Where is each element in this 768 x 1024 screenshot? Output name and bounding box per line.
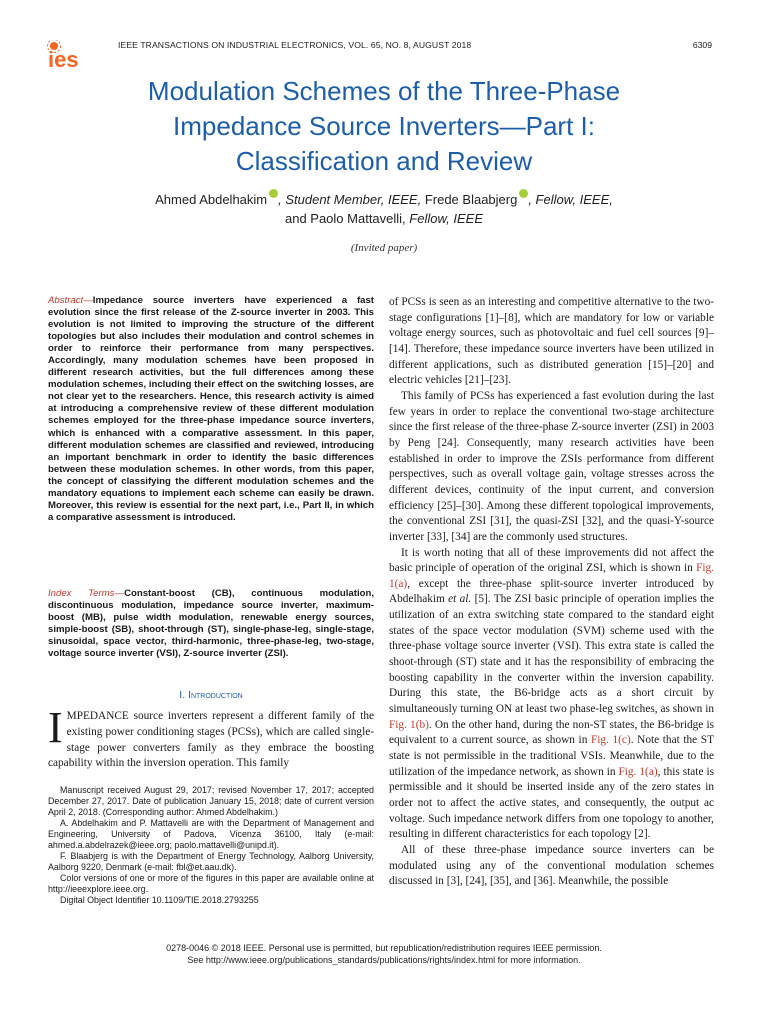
figure-link[interactable]: Fig. 1(b) — [389, 718, 429, 731]
abstract-label: Abstract— — [48, 295, 93, 306]
paper-title — [60, 74, 708, 179]
author-name: Frede Blaabjerg — [424, 192, 518, 207]
title-line-1: Modulation Schemes of the Three-Phase — [147, 76, 621, 106]
paragraph: This family of PCSs has experienced a fast evolution during the last few years in order to replace the conventional two-stage architecture since the first release of the three-phase Z-source inverter (ZSI) in 2003 by Peng [24]. Consequently, many research activities have been established in order to improve the ZSIs performance from different perspectives, such as overall voltage gain, voltage stresses across the different devices, continuity of the input current, and conversion efficiency [25]–[30]. Among these different topological improvements, the conventional ZSI [31], the quasi-ZSI [32], and the quasi-Y-source inverter [33], [34] are the commonly used structures. — [389, 389, 714, 543]
running-head: IEEE TRANSACTIONS ON INDUSTRIAL ELECTRONICS, VOL. 65, NO. 8, AUGUST 2018 — [118, 40, 472, 50]
author-block — [60, 189, 708, 228]
figure-link[interactable]: Fig. 1(a) — [389, 562, 714, 590]
footnote-color-note: Color versions of one or more of the figures in this paper are available online at http://ieeexplore.ieee.org. — [48, 873, 374, 894]
copyright-notice — [60, 942, 708, 966]
footnote-affiliation-2: F. Blaabjerg is with the Department of Energy Technology, Aalborg University, Aalborg 9220, Denmark (e-mail: fbl@et.aau.dk). — [48, 851, 374, 872]
ies-logo — [46, 40, 110, 70]
title-line-3: Classification and Review — [235, 146, 533, 176]
intro-body: source inverters represent a different family of the existing power conditioning stages (PCSs), which are called single-stage power converters family as they embrace the boosting capability within the inversion operation. This family — [48, 710, 374, 770]
footnote-received: Manuscript received August 29, 2017; revised November 17, 2017; accepted December 27, 2017. Date of publication January 15, 2018; date of current version April 2, 2018. (Corresponding author: Ahmed Abdelhakim.) — [48, 785, 374, 817]
paragraph: of PCSs is seen as an interesting and competitive alternative to the two-stage configurations [1]–[8], which are mandatory for low or variable voltage energy sources, such as photovoltaic and fuel cell sources [9]–[14]. Therefore, these impedance source inverters have been utilized in different applications, such as distributed generation [15]–[20] and electric vehicles [21]–[23]. — [389, 296, 714, 387]
index-terms-text: Constant-boost (CB), continuous modulation, discontinuous modulation, impedance source inverter, maximum-boost (MB), pulse width modulation, renewable energy sources, simple-boost (SB), shoot-through (ST), single-phase-leg, single-stage, sinusoidal, space vector, third-harmonic, three-phase-leg, two-stage, voltage source inverter (VSI), Z-source inverter (ZSI). — [48, 588, 374, 660]
page-number: 6309 — [692, 40, 712, 50]
author-role: , Student Member, IEEE, — [278, 192, 422, 207]
author-line-1 — [60, 189, 708, 209]
index-terms-label: Index Terms— — [48, 588, 125, 599]
paragraph: It is worth noting that all of these improvements did not affect the basic principle of operation of the original ZSI, which is shown in Fig. 1(a), except the three-phase split-source inverter introduced by Abdelhakim et al. [5]. The ZSI basic principle of operation implies the utilization of an extra switching state compared to the standard eight states of the space vector modulation (SVM) scheme used with the three-phase voltage source inverter (VSI). This extra state is called the shoot-through (ST) state and it has the responsibility of embracing the boosting capability in the converter within the inversion capability. During this state, the B6-bridge acts as a short circuit by simultaneously turning ON at least two phase-leg switches, as shown in Fig. 1(b). On the other hand, during the non-ST states, the B6-bridge is equivalent to a current source, as shown in Fig. 1(c). Note that the ST state is not permissible in the traditional VSIs. Meanwhile, due to the utilization of the impedance network, as shown in Fig. 1(a), this state is permissible and it should be inserted inside any of the zero states in order not to affect the active states, and consequently, the output ac voltage. Such impedance network differs from one topology to another, resulting in different characteristics for each topology [2]. — [389, 546, 715, 841]
section-number: I. — [179, 689, 186, 701]
abstract — [48, 295, 374, 524]
introduction-text — [48, 703, 374, 772]
intro-lead: MPEDANCE — [66, 710, 129, 722]
author-role: Fellow, IEEE — [409, 211, 483, 226]
title-line-2: Impedance Source Inverters—Part I: — [173, 111, 595, 141]
section-heading — [48, 689, 374, 701]
invited-paper-note: (Invited paper) — [350, 242, 418, 254]
figure-link[interactable]: Fig. 1(a) — [618, 765, 658, 778]
drop-cap: I — [48, 703, 63, 752]
orcid-icon[interactable] — [519, 189, 528, 198]
copyright-line-2: See http://www.ieee.org/publications_standards/publications/rights/index.html for more information. — [187, 955, 581, 965]
author-name: and Paolo Mattavelli, — [284, 211, 406, 226]
abstract-text: Impedance source inverters have experienced a fast evolution since the first release of the Z-source inverter in 2003. This evolution is not limited to improving the structure of the different topologies but also includes their modulation and control schemes in order to reinforce their performance from many perspectives. Accordingly, many modulation schemes have been proposed in different research activities, but the full differences among these modulation schemes, including their effect on the switching losses, are not clear yet to the researchers. Hence, this research activity is aimed at introducing a comprehensive review of these different modulation schemes employed for the three-phase impedance source inverters, which is enhanced with a comparative assessment. In this paper, different modulation schemes are classified and reviewed, introducing an important benchmark in order to identify the basic differences between these modulation schemes. In other words, from this paper, the concept of classifying the different modulation schemes and the mandatory equations to implement each scheme can easily be drawn. Moreover, this review is essential for the next part, i.e., Part II, in which a comparative assessment is introduced. — [48, 295, 374, 523]
paragraph: All of these three-phase impedance source inverters can be modulated using any of the conventional modulation schemes discussed in [3], [24], [35], and [36]. Meanwhile, the possible — [389, 843, 714, 888]
section-title: Introduction — [188, 689, 243, 701]
footnote-affiliation-1: A. Abdelhakim and P. Mattavelli are with the Department of Management and Engineering, University of Padova, Vicenza 36100, Italy (e-mail: ahmed.a.abdelrazek@ieee.org; paolo.mattavelli@unipd.it). — [48, 818, 374, 850]
author-line-2 — [60, 209, 708, 228]
ies-logo-text: ies — [48, 47, 79, 70]
orcid-icon[interactable] — [269, 189, 278, 198]
footnotes — [48, 785, 374, 906]
index-terms — [48, 588, 374, 660]
copyright-line-1: 0278-0046 © 2018 IEEE. Personal use is permitted, but republication/redistribution requires IEEE permission. — [166, 943, 602, 953]
figure-link[interactable]: Fig. 1(c) — [590, 734, 631, 747]
footnote-doi: Digital Object Identifier 10.1109/TIE.2018.2793255 — [60, 895, 259, 905]
author-role: , Fellow, IEEE, — [528, 192, 613, 207]
author-name: Ahmed Abdelhakim — [155, 192, 268, 207]
right-column-text — [389, 295, 714, 890]
